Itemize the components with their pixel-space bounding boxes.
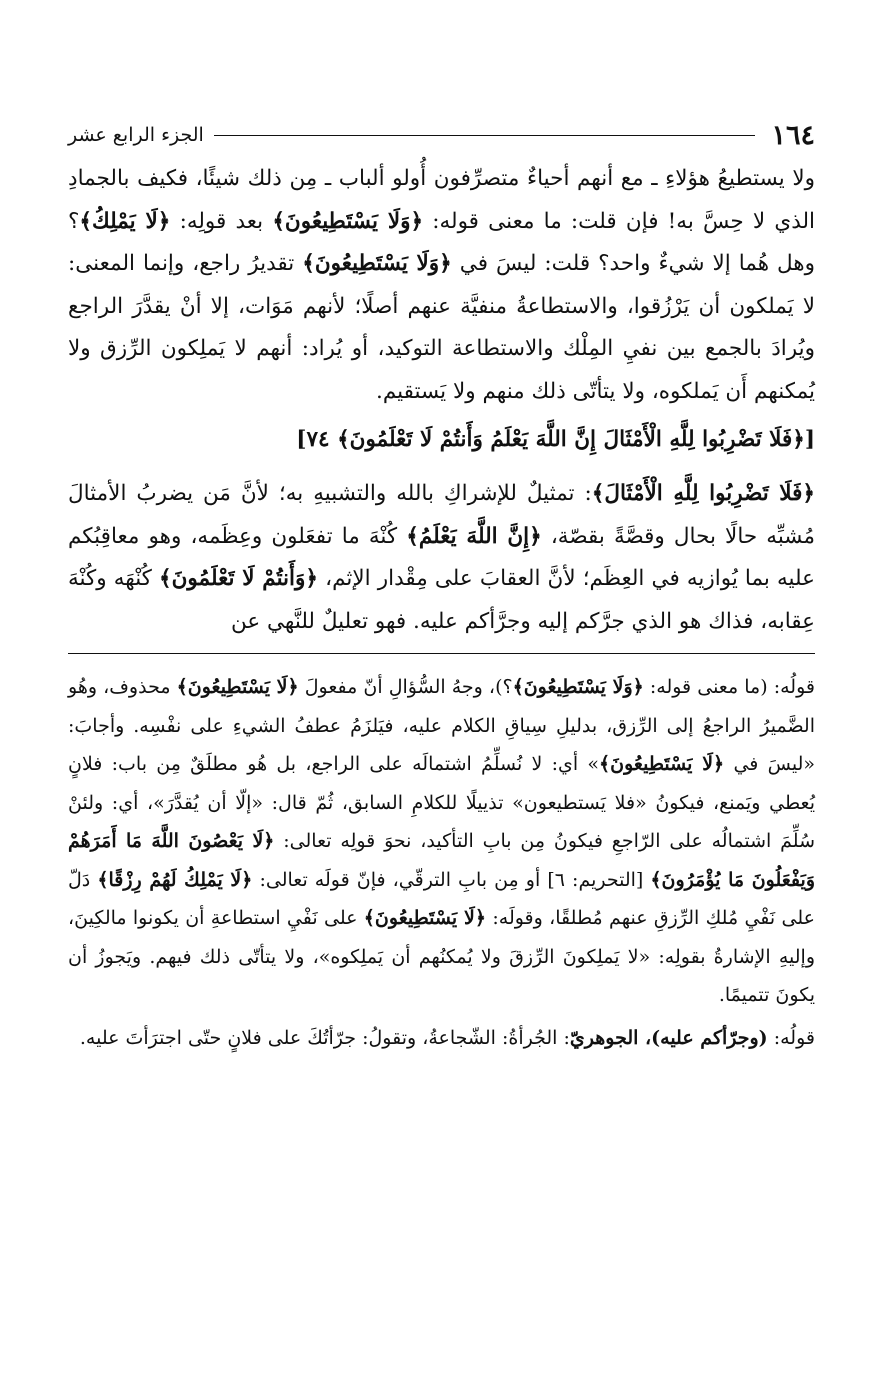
text-run: : تمثيلٌ للإشراكِ بالله والتشبيهِ به؛ لأنَّ مَن يضربُ الأمثالَ مُشبِّه حالًا بحال وقصَّةً بقصّة، bbox=[68, 481, 815, 549]
quran-quote: ﴿لَا يَسْتَطِيعُونَ﴾ bbox=[363, 907, 487, 929]
quran-quote: ﴿لَا يَعْصُونَ اللَّهَ مَا أَمَرَهُمْ وَيَفْعَلُونَ مَا يُؤْمَرُونَ﴾ bbox=[68, 830, 816, 891]
main-paragraph-1 bbox=[68, 158, 815, 413]
text-run: ؟)، وجهُ السُّؤالِ أنّ مفعولَ bbox=[298, 676, 513, 698]
text-run: تقديرُ راجع، وإنما المعنى: لا يَملكون أن يَرْزُقوا، والاستطاعةُ منفيَّة عنهم أصلًا؛ لأنهم مَوَات، إلا أنْ يقدَّرَ الراجع ويُرادَ بالجمع بين نفيِ المِلْك والاستطاعة التوكيد، أو يُراد: أنهم لا يَملِكون الرِّزق ولا يُمكنهم أَن يَملكوه، ولا يتأتّى ذلك منهم ولا يَستقيم. bbox=[68, 251, 815, 404]
quran-quote: ﴿فَلَا تَضْرِبُوا لِلَّهِ الْأَمْثَالَ﴾ bbox=[591, 481, 816, 506]
quran-quote: ﴿لَا يَسْتَطِيعُونَ﴾ bbox=[176, 676, 299, 698]
quran-quote: ﴿لَا يَمْلِكُ﴾ bbox=[79, 208, 171, 234]
note-paragraph-1 bbox=[68, 668, 815, 1015]
text-run: كُنْهَ ما تفعَلون وعِظَمه، وهو معاقِبُكم عليه بما يُوازيه في العِظَم؛ لأنَّ العقابَ على مِقْدار الإثم، bbox=[68, 523, 815, 591]
text-run: كُنْهَه وكُنْهَ عِقابه، فذاك هو الذي جرَّكم إليه وجرَّأكم عليه. فهو تعليلٌ للنَّهي عن bbox=[68, 566, 815, 634]
main-paragraph-2 bbox=[68, 473, 815, 643]
quran-quote: ﴿وَلَا يَسْتَطِيعُونَ﴾ bbox=[272, 208, 424, 234]
running-head: الجزء الرابع عشر bbox=[68, 124, 204, 146]
footnote-divider bbox=[68, 653, 815, 654]
text-run: محذوف، وهُو الضَّميرُ الراجعُ إلى الرِّزق، بدليلِ سِياقِ الكلام عليه، فيَلزَمُ عطفُ الشيءِ على نفْسِه. وأجابَ: «ليسَ في bbox=[68, 676, 815, 775]
text-run: على نَفْيِ استطاعةِ أن يكونوا مالكِينَ، وإليهِ الإشارةُ بقولِه: «لا يَملِكونَ الرِّزقَ ولا يُمكنُهم أن يَملِكوه»، ولا يتأتّى ذلك فيهم. ويَجوزُ أن يكونَ تتميمًا. bbox=[68, 907, 815, 1006]
note-paragraph-2 bbox=[68, 1019, 815, 1058]
text-run: : الجُرأةُ: الشّجاعةُ، وتقولُ: جرّأتُكَ على فلانٍ حتّى اجترَأتَ عليه. bbox=[79, 1026, 570, 1049]
quran-quote: ﴿لَا يَمْلِكُ لَهُمْ رِزْقًا﴾ bbox=[97, 868, 253, 891]
bold-run: (وجرّأكم عليه)، الجوهريّ bbox=[569, 1026, 768, 1049]
text-run: بعد قولِه: bbox=[170, 208, 273, 234]
quran-quote: ﴿وَأَنتُمْ لَا تَعْلَمُونَ﴾ bbox=[159, 566, 318, 591]
quran-quote: ﴿وَلَا يَسْتَطِيعُونَ﴾ bbox=[302, 251, 452, 276]
verse-heading: [﴿فَلَا تَضْرِبُوا لِلَّهِ الْأَمْثَالَ إِنَّ اللَّهَ يَعْلَمُ وَأَنتُمْ لَا تَعْلَمُونَ﴾ ٧٤] bbox=[296, 427, 815, 452]
quran-quote: ﴿إِنَّ اللَّهَ يَعْلَمُ﴾ bbox=[406, 523, 542, 549]
text-run: [التحريم: ٦] أو مِن بابِ الترقّي، فإنّ قولَه تعالى: bbox=[252, 868, 651, 891]
text-run: قولُه: bbox=[767, 1026, 815, 1049]
quran-quote: ﴿لَا يَسْتَطِيعُونَ﴾ bbox=[599, 753, 725, 775]
header-rule bbox=[214, 135, 756, 136]
quran-quote: ﴿وَلَا يَسْتَطِيعُونَ﴾ bbox=[512, 676, 644, 698]
page-header bbox=[68, 112, 815, 158]
commentary-notes bbox=[68, 668, 815, 1057]
text-run: ؟ وهل هُما إلا شيءٌ واحد؟ قلت: ليسَ في bbox=[68, 208, 816, 276]
text-run: » أي: لا نُسلِّمُ اشتمالَه على الراجع، بل هُو مطلَقٌ مِن باب: فلانٍ يُعطي ويَمنع، فيكونُ «فلا يَستطيعون» تذييلًا للكلامِ السابق، ثُمّ قال: «إلّا أن يُقدَّرَ»، أي: ولئنْ سُلِّمَ اشتمالُه على الرّاجعِ فيكونُ مِن بابِ التأكيد، نحوَ قولِه تعالى: bbox=[68, 753, 815, 852]
text-run: دَلّ على نَفْيِ مُلكِ الرِّزقِ عنهم مُطلقًا، وقولَه: bbox=[68, 868, 815, 929]
text-run: قولُه: (ما معنى قوله: bbox=[643, 676, 815, 698]
page-number: ١٦٤ bbox=[771, 119, 815, 151]
text-run: ولا يستطيعُ هؤلاءِ ـ مع أنهم أحياءٌ متصرِّفون أُولو ألباب ـ مِن ذلك شيئًا، فكيف بالجمادِ الذي لا حِسَّ به! فإن قلت: ما معنى قوله: bbox=[68, 166, 816, 234]
main-text bbox=[68, 158, 815, 643]
